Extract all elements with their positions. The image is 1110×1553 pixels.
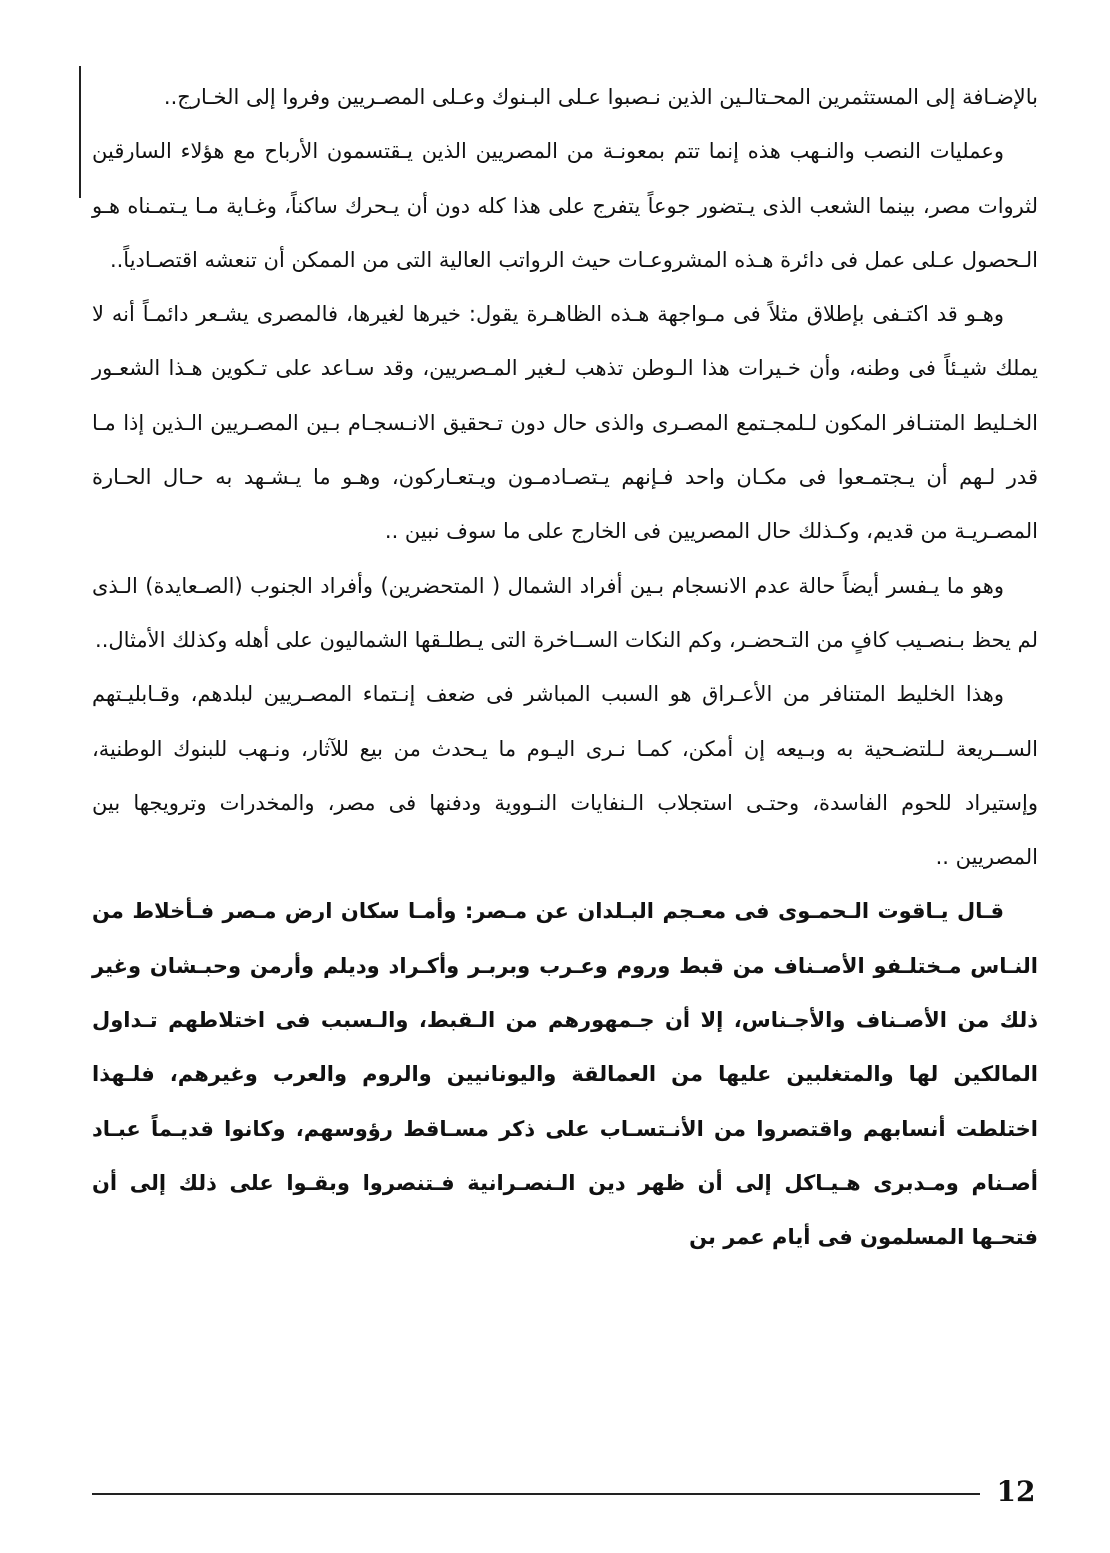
paragraph-4: وهو ما يـفسر أيضاً حالة عدم الانسجام بـين أفراد الشمال ( المتحضرين) وأفراد الجنوب (الصـعايدة) الـذى لم يحظ بـنصـيب كافٍ من التـحضـر، وكم النكات الســاخرة التى يـطلـقها الشماليون على أهله وكذلك الأمثال..	[92, 573, 1038, 652]
paragraph-3: وهـو قد اكتـفى بإطلاق مثلاً فى مـواجهة هـذه الظاهـرة يقول: خيرها لغيرها، فالمصرى يشـعر دائمـاً أنه لا يملك شيـئاً فى وطنه، وأن خـيرات هذا الـوطن تذهب لـغير المـصريين، وقد سـاعد على تـكوين هـذا الشعـور الخـليط المتنـافر المكون لـلمجـتمع المصـرى والذى حال دون تـحقيق الانـسجـام بـين المصـريين الـذين إذا مـا قدر لـهم أن يـجتمـعوا فى مكـان واحد فـإنهم يـتصـادمـون ويـتعـاركون، وهـو ما يـشـهد به حـال الحـارة المصـريـة من قديم، وكـذلك حال المصريين فى الخارج على ما سوف نبين ..	[92, 302, 1038, 544]
paragraph-2: وعمليات النصب والنـهب هذه إنما تتم بمعونـة من المصريين الذين يـقتسمون الأرباح مع هؤلاء السارقين لثروات مصر، بينما الشعب الذى يـتضور جوعاً يتفرج على هذا كله دون أن يـحرك ساكناً، وغـاية مـا يـتمـناه هـو الـحصول عـلى عمل فى دائرة هـذه المشروعـات حيث الرواتب العالية التى من الممكن أن تنعشه اقتصـادياً..	[92, 139, 1038, 272]
footer-rule	[92, 1493, 980, 1495]
body-text	[92, 70, 1038, 1265]
paragraph-1: بالإضـافة إلى المستثمرين المحـتالـين الذين نـصبوا عـلى البـنوك وعـلى المصـريين وفروا إلى الخـارج..	[163, 85, 1038, 109]
page-number: 12	[996, 1475, 1036, 1508]
margin-vertical-rule	[79, 66, 81, 198]
paragraph-5: وهذا الخليط المتنافر من الأعـراق هو السبب المباشر فى ضعف إنـتماء المصـريين لبلدهم، وقـابليـتهم الســريعة لـلتضـحية به وبـيعه إن أمكن، كمـا نـرى اليـوم ما يـحدث من بيع للآثار، ونـهب للبنوك الوطنية، وإستيراد للحوم الفاسدة، وحتـى استجلاب الـنفايات النـووية ودفنها فى مصر، والمخدرات وترويجها بين المصريين ..	[92, 682, 1038, 870]
paragraph-6-quotation: قـال يـاقوت الـحمـوى فى معـجم البـلدان عن مـصر: وأمـا سكان ارض مـصر فـأخلاط من النـاس مـختلـفو الأصـناف من قبط وروم وعـرب وبربـر وأكـراد وديلم وأرمن وحبـشان وغير ذلك من الأصـناف والأجـناس، إلا أن جـمهورهم من الـقبط، والـسبب فى اختلاطهم تـداول المالكين لها والمتغلبين عليها من العمالقة واليونانيين والروم والعرب وغيرهم، فلـهذا اختلطت أنسابهم واقتصروا من الأنـتسـاب على ذكر مسـاقط رؤوسهم، وكانوا قديـماً عبـاد أصـنام ومـدبرى هـيـاكل إلى أن ظهر دين الـنصـرانية فـتنصروا وبقـوا على ذلك إلى أن فتحـها المسلمون فى أيام عمر بن	[92, 899, 1038, 1250]
